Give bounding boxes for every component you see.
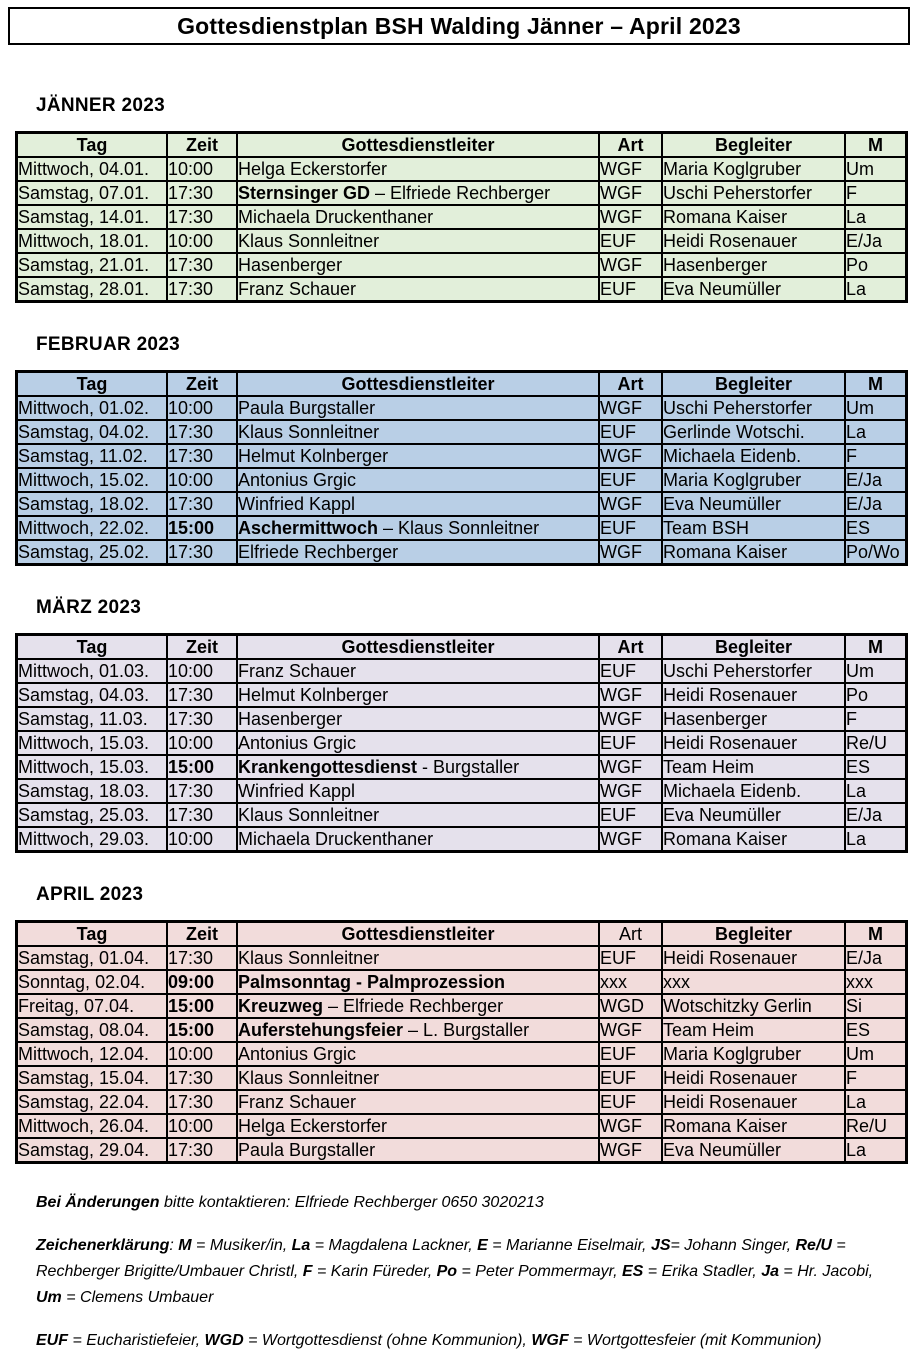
month-heading: JÄNNER 2023 xyxy=(36,95,165,116)
cell-tag: Sonntag, 02.04. xyxy=(17,970,168,994)
cell-leiter: Paula Burgstaller xyxy=(237,1138,599,1163)
cell-m: ES xyxy=(845,1018,907,1042)
column-header: Begleiter xyxy=(662,372,845,397)
document-page xyxy=(0,7,918,1349)
cell-leiter: Franz Schauer xyxy=(237,659,599,683)
cell-zeit: 09:00 xyxy=(167,970,237,994)
cell-art: EUF xyxy=(599,1090,662,1114)
table-row xyxy=(17,1138,907,1163)
cell-zeit: 17:30 xyxy=(167,1090,237,1114)
cell-m: Um xyxy=(845,157,907,181)
cell-tag: Samstag, 25.03. xyxy=(17,803,168,827)
column-header: M xyxy=(845,635,907,660)
cell-art: EUF xyxy=(599,803,662,827)
cell-zeit: 10:00 xyxy=(167,1042,237,1066)
cell-leiter: Paula Burgstaller xyxy=(237,396,599,420)
column-header: Art xyxy=(599,133,662,158)
schedule-table xyxy=(15,131,908,303)
cell-m: Po xyxy=(845,253,907,277)
cell-begleiter: Maria Koglgruber xyxy=(662,1042,845,1066)
cell-art: WGF xyxy=(599,396,662,420)
cell-m: F xyxy=(845,707,907,731)
table-row xyxy=(17,1042,907,1066)
cell-art: WGF xyxy=(599,181,662,205)
column-header: Gottesdienstleiter xyxy=(237,635,599,660)
cell-leiter: Aschermittwoch – Klaus Sonnleitner xyxy=(237,516,599,540)
cell-leiter: Kreuzweg – Elfriede Rechberger xyxy=(237,994,599,1018)
cell-m: Si xyxy=(845,994,907,1018)
cell-m: La xyxy=(845,827,907,852)
cell-zeit: 17:30 xyxy=(167,946,237,970)
column-header: Tag xyxy=(17,133,168,158)
table-row xyxy=(17,540,907,565)
cell-begleiter: Michaela Eidenb. xyxy=(662,779,845,803)
cell-begleiter: Romana Kaiser xyxy=(662,1114,845,1138)
table-row xyxy=(17,492,907,516)
table-row xyxy=(17,253,907,277)
cell-zeit: 17:30 xyxy=(167,683,237,707)
table-row xyxy=(17,468,907,492)
cell-art: EUF xyxy=(599,516,662,540)
cell-art: WGF xyxy=(599,755,662,779)
table-row xyxy=(17,181,907,205)
cell-zeit: 10:00 xyxy=(167,659,237,683)
cell-tag: Samstag, 04.03. xyxy=(17,683,168,707)
cell-zeit: 17:30 xyxy=(167,779,237,803)
cell-leiter: Sternsinger GD – Elfriede Rechberger xyxy=(237,181,599,205)
month-section xyxy=(0,95,918,303)
cell-begleiter: Eva Neumüller xyxy=(662,277,845,302)
header-row xyxy=(17,372,907,397)
cell-art: WGF xyxy=(599,157,662,181)
cell-art: EUF xyxy=(599,731,662,755)
cell-leiter: Palmsonntag - Palmprozession xyxy=(237,970,599,994)
cell-leiter: Helga Eckerstorfer xyxy=(237,157,599,181)
cell-zeit: 15:00 xyxy=(167,1018,237,1042)
column-header: Begleiter xyxy=(662,922,845,947)
cell-tag: Mittwoch, 15.03. xyxy=(17,731,168,755)
cell-begleiter: Team BSH xyxy=(662,516,845,540)
cell-m: La xyxy=(845,205,907,229)
column-header: Tag xyxy=(17,635,168,660)
schedule-table xyxy=(15,920,908,1164)
column-header: M xyxy=(845,133,907,158)
cell-art: WGF xyxy=(599,540,662,565)
table-row xyxy=(17,803,907,827)
cell-begleiter: Romana Kaiser xyxy=(662,205,845,229)
cell-begleiter: Hasenberger xyxy=(662,707,845,731)
cell-tag: Samstag, 01.04. xyxy=(17,946,168,970)
cell-begleiter: Heidi Rosenauer xyxy=(662,731,845,755)
cell-art: WGF xyxy=(599,827,662,852)
column-header: Art xyxy=(599,635,662,660)
cell-zeit: 17:30 xyxy=(167,707,237,731)
cell-zeit: 17:30 xyxy=(167,803,237,827)
cell-m: Re/U xyxy=(845,1114,907,1138)
table-row xyxy=(17,827,907,852)
cell-tag: Samstag, 04.02. xyxy=(17,420,168,444)
cell-begleiter: Eva Neumüller xyxy=(662,1138,845,1163)
cell-m: La xyxy=(845,420,907,444)
cell-leiter: Elfriede Rechberger xyxy=(237,540,599,565)
cell-zeit: 10:00 xyxy=(167,396,237,420)
cell-m: F xyxy=(845,1066,907,1090)
table-row xyxy=(17,731,907,755)
cell-art: WGF xyxy=(599,1138,662,1163)
cell-art: xxx xyxy=(599,970,662,994)
cell-m: E/Ja xyxy=(845,229,907,253)
cell-begleiter: Maria Koglgruber xyxy=(662,468,845,492)
cell-begleiter: Heidi Rosenauer xyxy=(662,683,845,707)
cell-art: WGF xyxy=(599,253,662,277)
month-sections xyxy=(0,95,918,1164)
cell-begleiter: Romana Kaiser xyxy=(662,540,845,565)
cell-leiter: Krankengottesdienst - Burgstaller xyxy=(237,755,599,779)
cell-begleiter: Uschi Peherstorfer xyxy=(662,181,845,205)
cell-tag: Samstag, 08.04. xyxy=(17,1018,168,1042)
note: Bei Änderungen bitte kontaktieren: Elfriede Rechberger 0650 3020213 xyxy=(36,1194,544,1211)
cell-begleiter: Michaela Eidenb. xyxy=(662,444,845,468)
cell-tag: Freitag, 07.04. xyxy=(17,994,168,1018)
cell-m: E/Ja xyxy=(845,492,907,516)
table-row xyxy=(17,277,907,302)
cell-art: EUF xyxy=(599,1066,662,1090)
cell-begleiter: Heidi Rosenauer xyxy=(662,946,845,970)
table-row xyxy=(17,970,907,994)
header-row xyxy=(17,635,907,660)
cell-begleiter: Maria Koglgruber xyxy=(662,157,845,181)
cell-m: Um xyxy=(845,659,907,683)
cell-art: EUF xyxy=(599,1042,662,1066)
column-header: M xyxy=(845,372,907,397)
cell-leiter: Winfried Kappl xyxy=(237,492,599,516)
cell-m: Um xyxy=(845,396,907,420)
cell-m: La xyxy=(845,779,907,803)
cell-tag: Samstag, 22.04. xyxy=(17,1090,168,1114)
cell-m: La xyxy=(845,1090,907,1114)
cell-art: WGF xyxy=(599,205,662,229)
cell-zeit: 15:00 xyxy=(167,516,237,540)
month-heading: MÄRZ 2023 xyxy=(36,597,142,618)
header-row xyxy=(17,133,907,158)
document-title: Gottesdienstplan BSH Walding Jänner – April 2023 xyxy=(177,12,741,39)
note: Zeichenerklärung: M = Musiker/in, La = Magdalena Lackner, E = Marianne Eiselmair, JS= Johann Singer, Re/U = Rechberger Brigitte/Umbauer Christl, F = Karin Füreder, Po = Peter Pommermayr, ES = Erika Stadler, Ja = Hr. Jacobi, Um = Clemens Umbauer xyxy=(36,1236,874,1306)
cell-zeit: 10:00 xyxy=(167,468,237,492)
cell-zeit: 17:30 xyxy=(167,444,237,468)
cell-art: EUF xyxy=(599,946,662,970)
notes xyxy=(36,1190,888,1354)
cell-art: EUF xyxy=(599,659,662,683)
table-row xyxy=(17,779,907,803)
cell-tag: Samstag, 11.03. xyxy=(17,707,168,731)
cell-m: Um xyxy=(845,1042,907,1066)
cell-begleiter: Eva Neumüller xyxy=(662,803,845,827)
cell-m: E/Ja xyxy=(845,468,907,492)
table-row xyxy=(17,396,907,420)
column-header: Zeit xyxy=(167,372,237,397)
table-row xyxy=(17,420,907,444)
cell-tag: Mittwoch, 01.03. xyxy=(17,659,168,683)
cell-art: WGF xyxy=(599,707,662,731)
table-row xyxy=(17,157,907,181)
cell-leiter: Helmut Kolnberger xyxy=(237,444,599,468)
month-heading: FEBRUAR 2023 xyxy=(36,334,181,355)
cell-leiter: Helga Eckerstorfer xyxy=(237,1114,599,1138)
cell-m: Po xyxy=(845,683,907,707)
table-row xyxy=(17,516,907,540)
column-header: Gottesdienstleiter xyxy=(237,372,599,397)
schedule-table xyxy=(15,633,908,853)
cell-zeit: 10:00 xyxy=(167,1114,237,1138)
cell-tag: Samstag, 28.01. xyxy=(17,277,168,302)
cell-tag: Mittwoch, 18.01. xyxy=(17,229,168,253)
cell-tag: Samstag, 21.01. xyxy=(17,253,168,277)
table-row xyxy=(17,1018,907,1042)
cell-begleiter: Gerlinde Wotschi. xyxy=(662,420,845,444)
cell-tag: Samstag, 15.04. xyxy=(17,1066,168,1090)
cell-begleiter: Eva Neumüller xyxy=(662,492,845,516)
cell-leiter: Antonius Grgic xyxy=(237,1042,599,1066)
cell-tag: Mittwoch, 15.03. xyxy=(17,755,168,779)
note: EUF = Eucharistiefeier, WGD = Wortgottesdienst (ohne Kommunion), WGF = Wortgottesfeier (mit Kommunion) xyxy=(36,1331,822,1349)
cell-zeit: 10:00 xyxy=(167,229,237,253)
cell-begleiter: Hasenberger xyxy=(662,253,845,277)
cell-leiter: Michaela Druckenthaner xyxy=(237,827,599,852)
cell-zeit: 17:30 xyxy=(167,205,237,229)
cell-tag: Mittwoch, 26.04. xyxy=(17,1114,168,1138)
column-header: Zeit xyxy=(167,133,237,158)
cell-begleiter: Heidi Rosenauer xyxy=(662,1090,845,1114)
cell-art: WGF xyxy=(599,683,662,707)
cell-m: Po/Wo xyxy=(845,540,907,565)
cell-art: EUF xyxy=(599,229,662,253)
column-header: Tag xyxy=(17,372,168,397)
cell-zeit: 10:00 xyxy=(167,827,237,852)
cell-leiter: Helmut Kolnberger xyxy=(237,683,599,707)
cell-zeit: 17:30 xyxy=(167,492,237,516)
cell-tag: Mittwoch, 01.02. xyxy=(17,396,168,420)
cell-leiter: Auferstehungsfeier – L. Burgstaller xyxy=(237,1018,599,1042)
cell-m: F xyxy=(845,181,907,205)
cell-art: WGF xyxy=(599,1114,662,1138)
cell-zeit: 10:00 xyxy=(167,731,237,755)
cell-tag: Samstag, 11.02. xyxy=(17,444,168,468)
cell-art: EUF xyxy=(599,277,662,302)
cell-tag: Samstag, 29.04. xyxy=(17,1138,168,1163)
cell-tag: Mittwoch, 22.02. xyxy=(17,516,168,540)
cell-zeit: 17:30 xyxy=(167,277,237,302)
cell-begleiter: Team Heim xyxy=(662,1018,845,1042)
cell-tag: Samstag, 25.02. xyxy=(17,540,168,565)
month-section xyxy=(0,597,918,853)
cell-zeit: 17:30 xyxy=(167,181,237,205)
cell-m: ES xyxy=(845,516,907,540)
cell-leiter: Antonius Grgic xyxy=(237,731,599,755)
cell-tag: Samstag, 18.03. xyxy=(17,779,168,803)
cell-zeit: 15:00 xyxy=(167,994,237,1018)
cell-art: EUF xyxy=(599,468,662,492)
table-row xyxy=(17,229,907,253)
month-section xyxy=(0,334,918,566)
column-header: Begleiter xyxy=(662,133,845,158)
cell-begleiter: xxx xyxy=(662,970,845,994)
column-header: Art xyxy=(599,922,662,947)
cell-begleiter: Heidi Rosenauer xyxy=(662,1066,845,1090)
cell-m: ES xyxy=(845,755,907,779)
table-row xyxy=(17,683,907,707)
table-row xyxy=(17,755,907,779)
column-header: Zeit xyxy=(167,922,237,947)
cell-zeit: 17:30 xyxy=(167,540,237,565)
table-row xyxy=(17,1114,907,1138)
title-box xyxy=(8,7,910,45)
cell-art: WGD xyxy=(599,994,662,1018)
month-heading: APRIL 2023 xyxy=(36,884,144,905)
cell-leiter: Klaus Sonnleitner xyxy=(237,946,599,970)
cell-leiter: Franz Schauer xyxy=(237,277,599,302)
cell-m: La xyxy=(845,277,907,302)
month-section xyxy=(0,884,918,1164)
cell-leiter: Antonius Grgic xyxy=(237,468,599,492)
column-header: Gottesdienstleiter xyxy=(237,922,599,947)
cell-leiter: Klaus Sonnleitner xyxy=(237,803,599,827)
table-row xyxy=(17,205,907,229)
cell-zeit: 17:30 xyxy=(167,253,237,277)
table-row xyxy=(17,994,907,1018)
cell-leiter: Klaus Sonnleitner xyxy=(237,229,599,253)
cell-m: E/Ja xyxy=(845,803,907,827)
cell-leiter: Klaus Sonnleitner xyxy=(237,1066,599,1090)
cell-art: WGF xyxy=(599,1018,662,1042)
cell-zeit: 17:30 xyxy=(167,1138,237,1163)
cell-leiter: Michaela Druckenthaner xyxy=(237,205,599,229)
cell-tag: Samstag, 18.02. xyxy=(17,492,168,516)
cell-tag: Mittwoch, 15.02. xyxy=(17,468,168,492)
cell-leiter: Hasenberger xyxy=(237,253,599,277)
table-row xyxy=(17,1066,907,1090)
cell-tag: Mittwoch, 04.01. xyxy=(17,157,168,181)
cell-begleiter: Heidi Rosenauer xyxy=(662,229,845,253)
cell-leiter: Winfried Kappl xyxy=(237,779,599,803)
column-header: Gottesdienstleiter xyxy=(237,133,599,158)
cell-tag: Samstag, 14.01. xyxy=(17,205,168,229)
cell-zeit: 17:30 xyxy=(167,1066,237,1090)
cell-leiter: Klaus Sonnleitner xyxy=(237,420,599,444)
cell-art: WGF xyxy=(599,444,662,468)
cell-m: La xyxy=(845,1138,907,1163)
table-row xyxy=(17,707,907,731)
cell-zeit: 17:30 xyxy=(167,420,237,444)
cell-zeit: 10:00 xyxy=(167,157,237,181)
cell-leiter: Hasenberger xyxy=(237,707,599,731)
cell-m: Re/U xyxy=(845,731,907,755)
column-header: Zeit xyxy=(167,635,237,660)
cell-tag: Mittwoch, 12.04. xyxy=(17,1042,168,1066)
cell-art: WGF xyxy=(599,492,662,516)
cell-begleiter: Team Heim xyxy=(662,755,845,779)
schedule-table xyxy=(15,370,908,566)
cell-begleiter: Uschi Peherstorfer xyxy=(662,659,845,683)
cell-zeit: 15:00 xyxy=(167,755,237,779)
column-header: Art xyxy=(599,372,662,397)
cell-art: EUF xyxy=(599,420,662,444)
table-row xyxy=(17,1090,907,1114)
cell-m: E/Ja xyxy=(845,946,907,970)
column-header: M xyxy=(845,922,907,947)
cell-begleiter: Wotschitzky Gerlin xyxy=(662,994,845,1018)
table-row xyxy=(17,659,907,683)
cell-art: WGF xyxy=(599,779,662,803)
cell-m: xxx xyxy=(845,970,907,994)
cell-tag: Samstag, 07.01. xyxy=(17,181,168,205)
cell-leiter: Franz Schauer xyxy=(237,1090,599,1114)
table-row xyxy=(17,444,907,468)
cell-begleiter: Romana Kaiser xyxy=(662,827,845,852)
cell-begleiter: Uschi Peherstorfer xyxy=(662,396,845,420)
cell-tag: Mittwoch, 29.03. xyxy=(17,827,168,852)
column-header: Begleiter xyxy=(662,635,845,660)
cell-m: F xyxy=(845,444,907,468)
column-header: Tag xyxy=(17,922,168,947)
header-row xyxy=(17,922,907,947)
table-row xyxy=(17,946,907,970)
